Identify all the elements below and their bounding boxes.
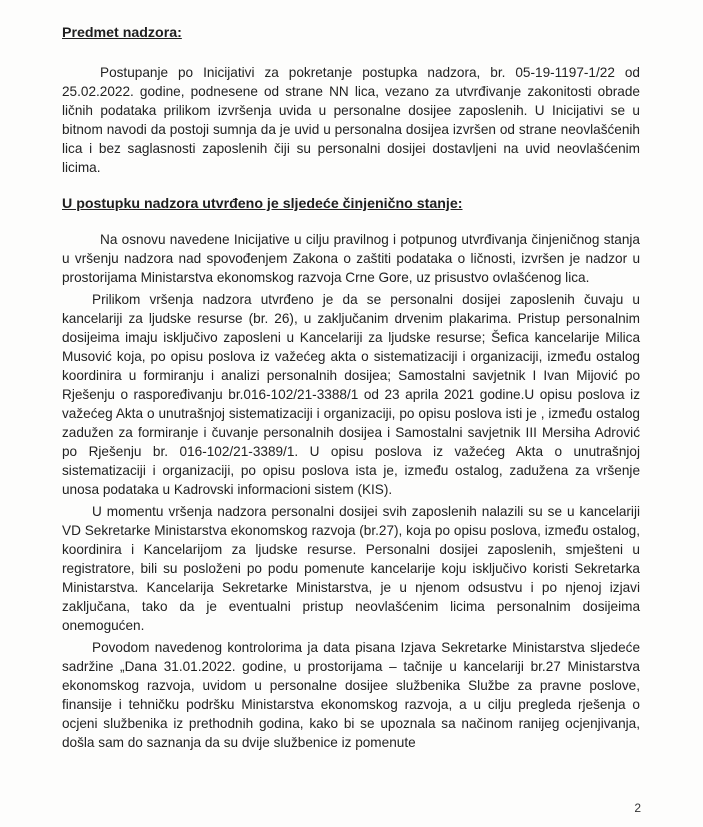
findings-paragraph-2: Prilikom vršenja nadzora utvrđeno je da se personalni dosijei zaposlenih čuvaju u kancelariji za ljudske resurse (br. 26), u zaključanim drvenim plakarima. Pristup personalnim dosijeima imaju isključivo zaposleni u Kancelariji za ljudske resurse; Šefica kancelarije Milica Musović koja, po opisu poslova iz važećeg akta o sistematizaciji i organizaciji, između ostalog koordinira u formiranju i analizi personalnih dosijea; Samostalni savjetnik I Ivan Mijović po Rješenju o raspoređivanju br.016-102/21-3388/1 od 23 aprila 2021 godine.U opisu poslova iz važećeg Akta o unutrašnjoj sistematizaciji i organizaciji, po opisu poslova isti je , između ostalog zadužen za formiranje i čuvanje personalnih dosijea i Samostalni savjetnik III Mersiha Adrović po Rješenju br. 016-102/21-3389/1. U opisu poslova iz važećeg Akta o unutrašnjoj sistematizaciji i organizaciji, po opisu poslova ista je, između ostalog, zadužena za vršenje unosa podataka u Kadrovski informacioni sistem (KIS). (62, 292, 640, 497)
document-body (62, 24, 640, 752)
page-number: 2 (634, 801, 641, 815)
subject-paragraph: Postupanje po Inicijativi za pokretanje postupka nadzora, br. 05-19-1197-1/22 od 25.02.2022. godine, podnesene od strane NN lica, vezano za utvrđivanje zakonitosti obrade ličnih podataka prilikom izvršenja uvida u personalne dosijee zaposlenih. U Inicijativi se u bitnom navodi da postoji sumnja da je uvid u personalna dosijea izvršen od strane neovlašćenih lica i bez saglasnosti zaposlenih čiji su personalni dosijei dostavljeni na uvid neovlašćenim licima. (62, 65, 640, 175)
section-heading-subject: Predmet nadzora: (62, 25, 182, 41)
section-heading-findings: U postupku nadzora utvrđeno je sljedeće činjenično stanje: (62, 196, 463, 212)
findings-paragraph-4: Povodom navedenog kontrolorima ja data pisana Izjava Sekretarke Ministarstva sljedeće sadržine „Dana 31.01.2022. godine, u prostorijama – tačnije u kancelariji br.27 Ministarstva ekonomskog razvoja, uvidom u personalne dosijee službenika Službe za pravne poslove, finansije i tehničku podršku Ministarstva ekonomskog razvoja, a u cilju pregleda rješenja o ocjeni službenika iz prethodnih godina, kako bi se upoznala sa načinom ranijeg ocjenjivanja, došla sam do saznanja da su dvije službenice iz pomenute (62, 640, 640, 750)
findings-paragraph-3: U momentu vršenja nadzora personalni dosijei svih zaposlenih nalazili su se u kancelariji VD Sekretarke Ministarstva ekonomskog razvoja (br.27), koja po opisu poslova, između ostalog, koordinira i Kancelarijom za ljudske resurse. Personalni dosijei zaposlenih, smješteni u registratore, bili su posloženi po podu pomenute kancelarije koju isključivo koristi Sekretarka Ministarstva. Kancelarija Sekretarke Ministarstva, je u njenom odsustvu i po njenoj izjavi zaključana, tako da je eventualni pristup neovlašćenim licima personalnim dosijeima onemogućen. (62, 504, 640, 633)
findings-paragraph-1: Na osnovu navedene Inicijative u cilju pravilnog i potpunog utvrđivanja činjeničnog stanja u vršenju nadzora nad spovođenjem Zakona o zaštiti podataka o ličnosti, izvršen je nadzor u prostorijama Ministarstva ekonomskog razvoja Crne Gore, uz prisustvo ovlašćenog lica. (62, 232, 640, 285)
